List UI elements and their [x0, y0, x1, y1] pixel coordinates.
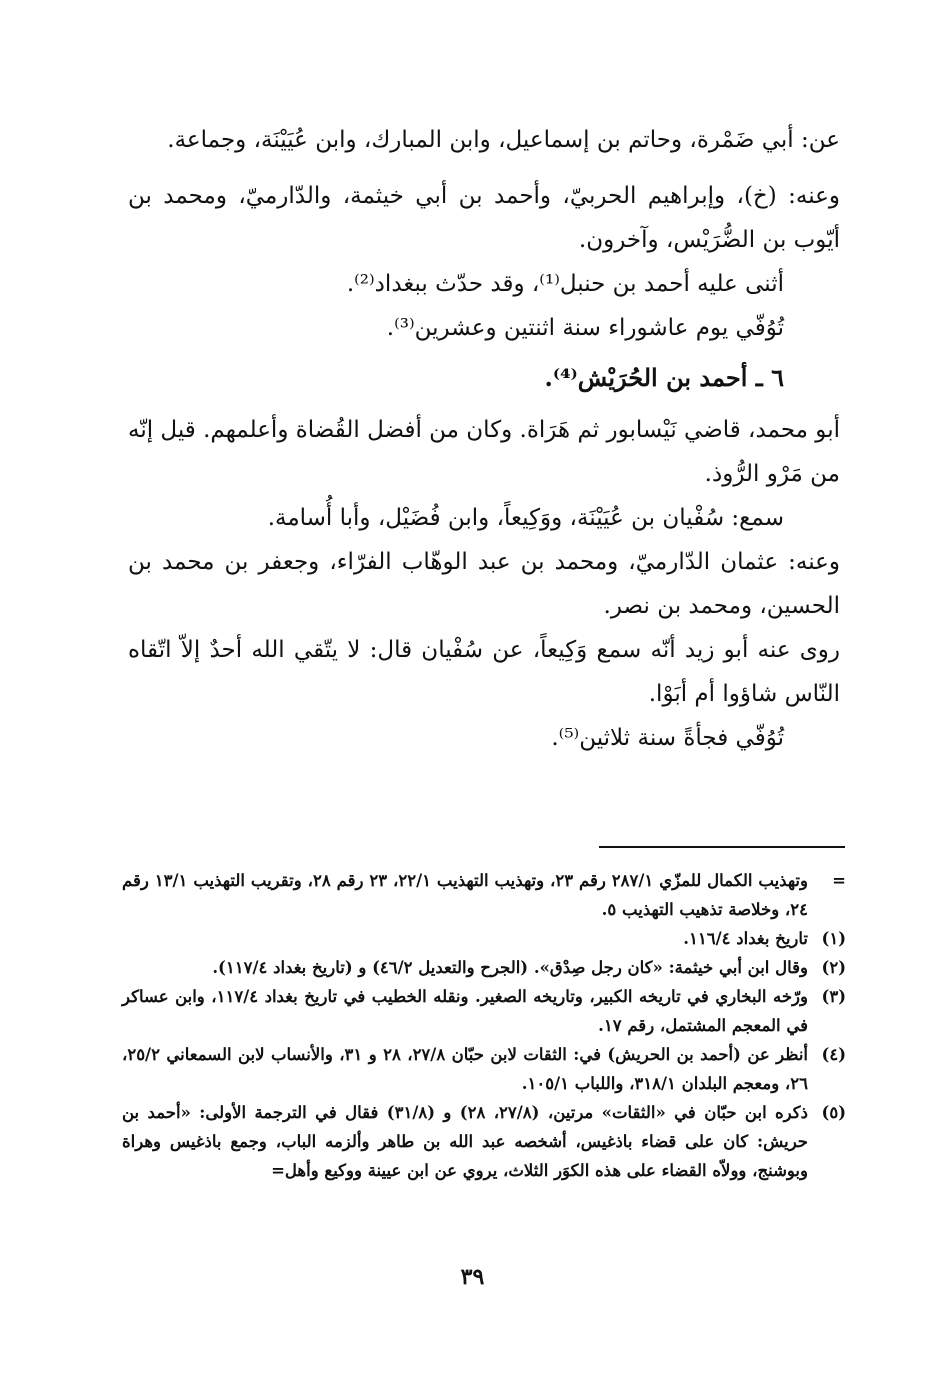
paragraph-biography: أبو محمد، قاضي نَيْسابور ثم هَرَاة. وكان من أفضل القُضاة وأعلمهم. قيل إنّه من مَرْو الرُّوذ. — [127, 417, 840, 487]
footnote-text: تاريخ بغداد ١١٦/٤. — [683, 929, 808, 948]
paragraph-narrators-from: عن: أبي ضَمْرة، وحاتم بن إسماعيل، وابن المبارك، وابن عُيَيْنَة، وجماعة. — [167, 127, 840, 153]
paragraph-praise: أثنى عليه أحمد بن حنبل⁽¹⁾، وقد حدّث ببغداد⁽²⁾. — [346, 271, 784, 297]
paragraph-narrators-to: وعنه: (خ)، وإبراهيم الحربيّ، وأحمد بن أبي خيثمة، والدّارميّ، ومحمد بن أيّوب بن الضُّرَيْس، وآخرون. — [128, 183, 840, 253]
entry-heading: ٦ ـ أحمد بن الحُرَيْش⁽⁴⁾. — [544, 363, 784, 392]
paragraph-death-second: تُوُفّي فجأةً سنة ثلاثين⁽⁵⁾. — [551, 725, 784, 751]
footnote-marker: = — [832, 871, 846, 890]
footnote-marker: (١) — [821, 929, 846, 948]
footnote-marker: (٢) — [821, 958, 846, 977]
footnote-5 — [122, 1098, 846, 1185]
paragraph-death: تُوُفّي يوم عاشوراء سنة اثنتين وعشرين⁽³⁾. — [386, 315, 784, 341]
paragraph-quote: روى عنه أبو زيد أنّه سمع وَكِيعاً، عن سُفْيان قال: لا يتّقي الله أحدٌ إلاّ اتّقاه النّاس شاؤوا أم أبَوْا. — [128, 637, 840, 707]
footnote-text: ذكره ابن حبّان في «الثقات» مرتين، (٢٧/٨، ٢٨) و (٣١/٨) فقال في الترجمة الأولى: «أحمد بن حريش: كان على قضاء باذغيس، أشخصه عبد الله بن طاهر وألزمه الباب، وجمع باذغيس وهراة وبوشنج، وولاّه القضاء على هذه الكوَر الثلاث، يروي عن ابن عيينة ووكيع وأهل= — [122, 1103, 808, 1180]
footnote-text: أنظر عن (أحمد بن الحريش) في: الثقات لابن حبّان ٢٧/٨، ٢٨ و ٣١، والأنساب لابن السمعاني ٢٥/٢، ٢٦، ومعجم البلدان ٣١٨/١، واللباب ١٠٥/١. — [122, 1045, 808, 1093]
footnote-text: وقال ابن أبي خيثمة: «كان رجل صِدْق». (الجرح والتعديل ٤٦/٢) و (تاريخ بغداد ١١٧/٤). — [212, 958, 808, 977]
page-number: ٣٩ — [460, 1264, 485, 1290]
paragraph-heard-from: سمع: سُفْيان بن عُيَيْنَة، ووَكِيعاً، وابن فُضَيْل، وأبا أُسامة. — [267, 505, 784, 531]
footnote-separator — [599, 846, 845, 848]
footnote-2 — [122, 953, 846, 982]
footnotes — [122, 866, 846, 1185]
footnote-4 — [122, 1040, 846, 1098]
footnote-marker: (٤) — [821, 1045, 846, 1064]
footnote-text: ورّخه البخاري في تاريخه الكبير، وتاريخه الصغير. ونقله الخطيب في تاريخ بغداد ١١٧/٤، وابن عساكر في المعجم المشتمل، رقم ١٧. — [122, 987, 808, 1035]
paragraph-narrated-by: وعنه: عثمان الدّارميّ، ومحمد بن عبد الوهّاب الفرّاء، وجعفر بن محمد بن الحسين، ومحمد بن نصر. — [128, 549, 840, 619]
footnote-marker: (٣) — [821, 987, 846, 1006]
footnote-text: وتهذيب الكمال للمزّي ٢٨٧/١ رقم ٢٣، وتهذيب التهذيب ٢٢/١، ٢٣ رقم ٢٨، وتقريب التهذيب ١٣/١ رقم ٢٤، وخلاصة تذهيب التهذيب ٥. — [122, 871, 808, 919]
footnote-3 — [122, 982, 846, 1040]
footnote-continuation — [122, 866, 846, 924]
main-text — [128, 118, 840, 760]
footnote-marker: (٥) — [821, 1103, 846, 1122]
footnote-1 — [122, 924, 846, 953]
